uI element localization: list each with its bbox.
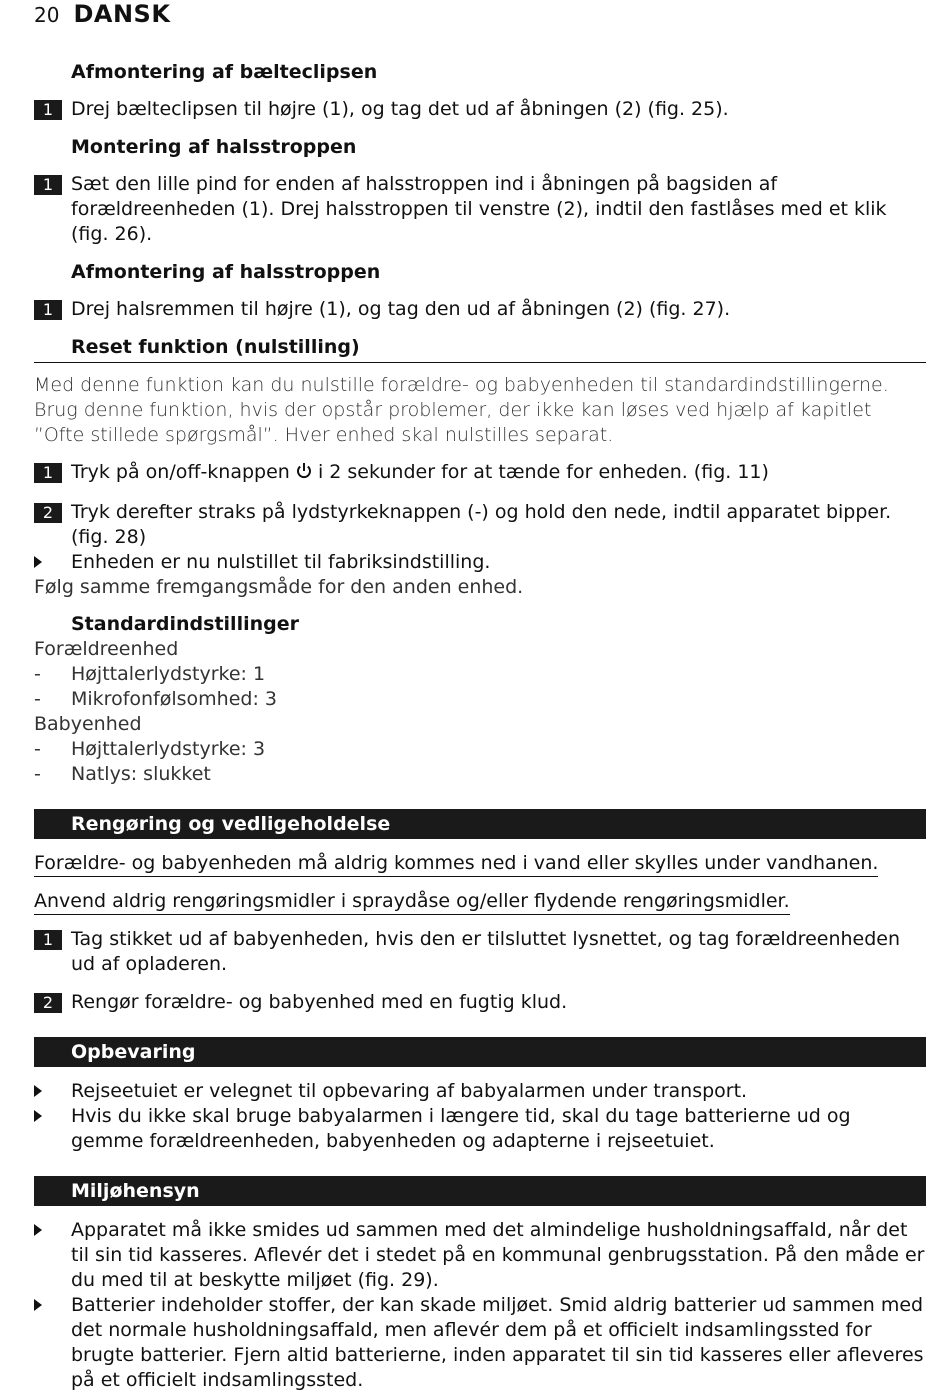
result-bullet xyxy=(34,550,926,575)
step-number: 2 xyxy=(34,503,62,523)
defaults-parent-label: Forældreenhed xyxy=(34,638,179,660)
step-item xyxy=(34,172,926,247)
section-title-neckstrap-mounting: Montering af halsstroppen xyxy=(71,136,357,158)
step-number: 1 xyxy=(34,463,62,483)
reset-intro: Med denne funktion kan du nulstille forældre- og babyenheden til standardindstillingerne. Brug denne funktion, hvis der opstår problemer, der ikke kan løses ved hjælp af kapitlet ”Ofte stillede spørgsmål”. Hver enhed skal nulstilles separat. xyxy=(34,374,889,446)
bullet-triangle-icon xyxy=(34,556,42,568)
bullet-text: Enheden er nu nulstillet til fabriksindstilling. xyxy=(71,551,491,573)
reset-other-unit: Følg samme fremgangsmåde for den anden enhed. xyxy=(34,576,524,598)
warning-text: Anvend aldrig rengøringsmidler i spraydåse og/eller flydende rengøringsmidler. xyxy=(34,889,790,915)
step-text: Tag stikket ud af babyenheden, hvis den er tilsluttet lysnettet, og tag forældreenheden ud af opladeren. xyxy=(71,928,901,975)
heading-cleaning: Rengøring og vedligeholdelse xyxy=(34,809,926,839)
step-item xyxy=(34,990,926,1015)
power-icon xyxy=(296,462,312,487)
list-item: - Mikrofonfølsomhed: 3 xyxy=(34,688,277,710)
step-item xyxy=(34,927,926,977)
step-item xyxy=(34,97,926,122)
heading-environment: Miljøhensyn xyxy=(34,1176,926,1206)
page-number: 20 xyxy=(34,3,60,27)
list-item: Apparatet må ikke smides ud sammen med det almindelige husholdningsaffald, når det til sin tid kasseres. Aflevér det i stedet på en kommunal genbrugsstation. På den måde er du med til at beskytte miljøet (fig. 29). xyxy=(34,1218,926,1293)
step-text: i 2 sekunder for at tænde for enheden. (fig. 11) xyxy=(317,461,769,483)
bullet-triangle-icon xyxy=(34,1085,42,1097)
step-text: Drej halsremmen til højre (1), og tag den ud af åbningen (2) (fig. 27). xyxy=(71,298,731,320)
bullet-triangle-icon xyxy=(34,1224,42,1236)
warning-text: Forældre- og babyenheden må aldrig kommes ned i vand eller skylles under vandhanen. xyxy=(34,851,878,877)
step-number: 1 xyxy=(34,100,62,120)
section-title-neckstrap-removal: Afmontering af halsstroppen xyxy=(71,261,381,283)
step-text: Sæt den lille pind for enden af halsstroppen ind i åbningen på bagsiden af forældreenheden (1). Drej halsstroppen til venstre (2), indtil den fastlåses med et klik (fig. 26). xyxy=(71,173,887,245)
list-item: - Højttalerlydstyrke: 1 xyxy=(34,663,266,685)
step-number: 1 xyxy=(34,930,62,950)
step-number: 1 xyxy=(34,175,62,195)
bullet-triangle-icon xyxy=(34,1110,42,1122)
step-number: 1 xyxy=(34,300,62,320)
section-title-reset: Reset funktion (nulstilling) xyxy=(34,335,926,363)
page-header xyxy=(34,0,170,28)
step-text: Tryk på on/off-knappen xyxy=(71,461,290,483)
heading-storage: Opbevaring xyxy=(34,1037,926,1067)
page-content xyxy=(34,60,926,1393)
section-title-beltclip-removal: Afmontering af bælteclipsen xyxy=(71,61,378,83)
list-item: - Højttalerlydstyrke: 3 xyxy=(34,738,266,760)
step-item xyxy=(34,460,926,487)
step-item xyxy=(34,500,926,550)
section-title-defaults: Standardindstillinger xyxy=(71,613,299,635)
language-label: DANSK xyxy=(73,0,171,28)
step-text: Rengør forældre- og babyenhed med en fugtig klud. xyxy=(71,991,568,1013)
defaults-baby-label: Babyenhed xyxy=(34,713,142,735)
step-number: 2 xyxy=(34,993,62,1013)
list-item: Hvis du ikke skal bruge babyalarmen i længere tid, skal du tage batterierne ud og gemme forældreenheden, babyenheden og adapterne i rejseetuiet. xyxy=(34,1104,926,1154)
step-item xyxy=(34,297,926,322)
bullet-triangle-icon xyxy=(34,1299,42,1311)
list-item: Batterier indeholder stoffer, der kan skade miljøet. Smid aldrig batterier ud sammen med det normale husholdningsaffald, men aflevér dem på et officielt indsamlingssted for brugte batterier. Fjern altid batterierne, inden apparatet til sin tid kasseres eller afleveres på et officielt indsamlingssted. xyxy=(34,1293,926,1393)
step-text: Tryk derefter straks på lydstyrkeknappen (-) og hold den nede, indtil apparatet bipper. (fig. 28) xyxy=(71,501,892,548)
list-item: - Natlys: slukket xyxy=(34,763,211,785)
list-item: Rejseetuiet er velegnet til opbevaring af babyalarmen under transport. xyxy=(34,1079,926,1104)
step-text: Drej bælteclipsen til højre (1), og tag det ud af åbningen (2) (fig. 25). xyxy=(71,98,729,120)
